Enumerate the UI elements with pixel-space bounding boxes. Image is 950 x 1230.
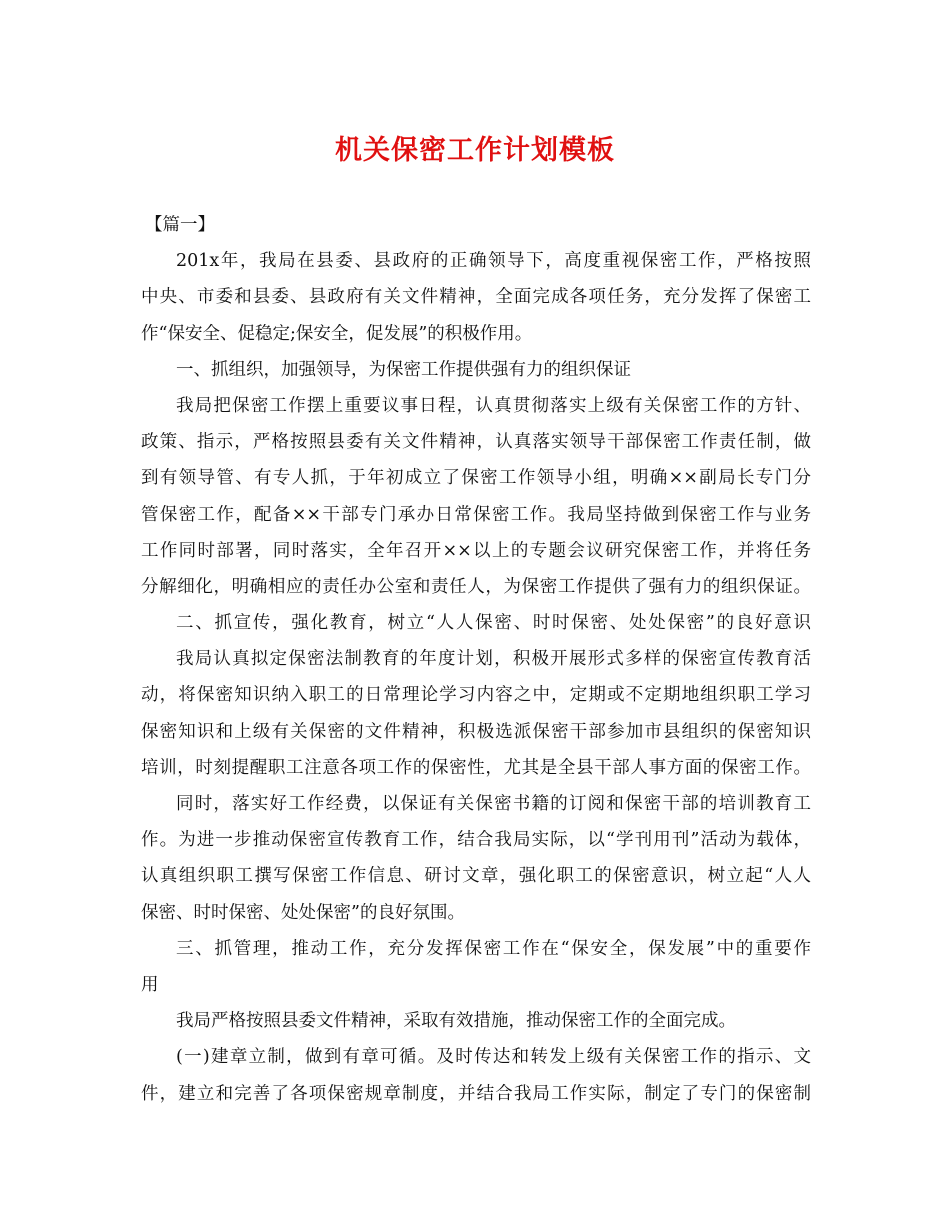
paragraph-line: 201x年，我局在县委、县政府的正确领导下，高度重视保密工作，严格按照 — [176, 251, 811, 272]
document-body — [141, 207, 811, 1112]
paragraph-line: 保密知识和上级有关保密的文件精神，积极选派保密干部参加市县组织的保密知识 — [141, 721, 811, 742]
paragraph-line: 管保密工作，配备××干部专门承办日常保密工作。我局坚持做到保密工作与业务 — [141, 504, 811, 525]
paragraph-line: 同时，落实好工作经费，以保证有关保密书籍的订阅和保密干部的培训教育工 — [176, 794, 811, 814]
paragraph-line: 我局把保密工作摆上重要议事日程，认真贯彻落实上级有关保密工作的方针、 — [176, 395, 811, 416]
paragraph-line: (一)建章立制，做到有章可循。及时传达和转发上级有关保密工作的指示、文 — [176, 1047, 811, 1068]
section-heading: 三、抓管理，推动工作，充分发挥保密工作在“保安全，保发展”中的重要作 — [176, 938, 811, 959]
paragraph-line: 认真组织职工撰写保密工作信息、研讨文章，强化职工的保密意识，树立起“人人 — [141, 866, 811, 887]
document-title: 机关保密工作计划模板 — [335, 135, 615, 166]
section-tag: 【篇一】 — [145, 215, 215, 235]
paragraph-line: 政策、指示，严格按照县委有关文件精神，认真落实领导干部保密工作责任制，做 — [141, 432, 811, 453]
paragraph-line: 分解细化，明确相应的责任办公室和责任人，为保密工作提供了强有力的组织保证。 — [141, 576, 811, 597]
paragraph-line: 我局认真拟定保密法制教育的年度计划，积极开展形式多样的保密宣传教育活 — [176, 649, 811, 670]
paragraph-line: 作。为进一步推动保密宣传教育工作，结合我局实际，以“学刊用刊”活动为载体， — [141, 830, 811, 851]
paragraph-line: 作“保安全、促稳定;保安全，促发展”的积极作用。 — [141, 323, 533, 344]
paragraph-line: 到有领导管、有专人抓，于年初成立了保密工作领导小组，明确××副局长专门分 — [141, 468, 811, 489]
paragraph-line: 工作同时部署，同时落实，全年召开××以上的专题会议研究保密工作，并将任务 — [141, 540, 811, 561]
paragraph-line: 培训，时刻提醒职工注意各项工作的保密性，尤其是全县干部人事方面的保密工作。 — [141, 757, 811, 778]
paragraph-line: 中央、市委和县委、县政府有关文件精神，全面完成各项任务，充分发挥了保密工 — [141, 287, 811, 308]
paragraph-line: 件，建立和完善了各项保密规章制度，并结合我局工作实际，制定了专门的保密制 — [141, 1083, 811, 1104]
paragraph-line: 动，将保密知识纳入职工的日常理论学习内容之中，定期或不定期地组织职工学习 — [141, 685, 811, 706]
section-heading: 用 — [141, 974, 159, 995]
section-heading: 二、抓宣传，强化教育，树立“人人保密、时时保密、处处保密”的良好意识 — [176, 613, 812, 634]
section-heading: 一、抓组织，加强领导，为保密工作提供强有力的组织保证 — [176, 359, 631, 380]
paragraph-line: 保密、时时保密、处处保密”的良好氛围。 — [141, 902, 465, 923]
paragraph-line: 我局严格按照县委文件精神，采取有效措施，推动保密工作的全面完成。 — [176, 1011, 736, 1032]
